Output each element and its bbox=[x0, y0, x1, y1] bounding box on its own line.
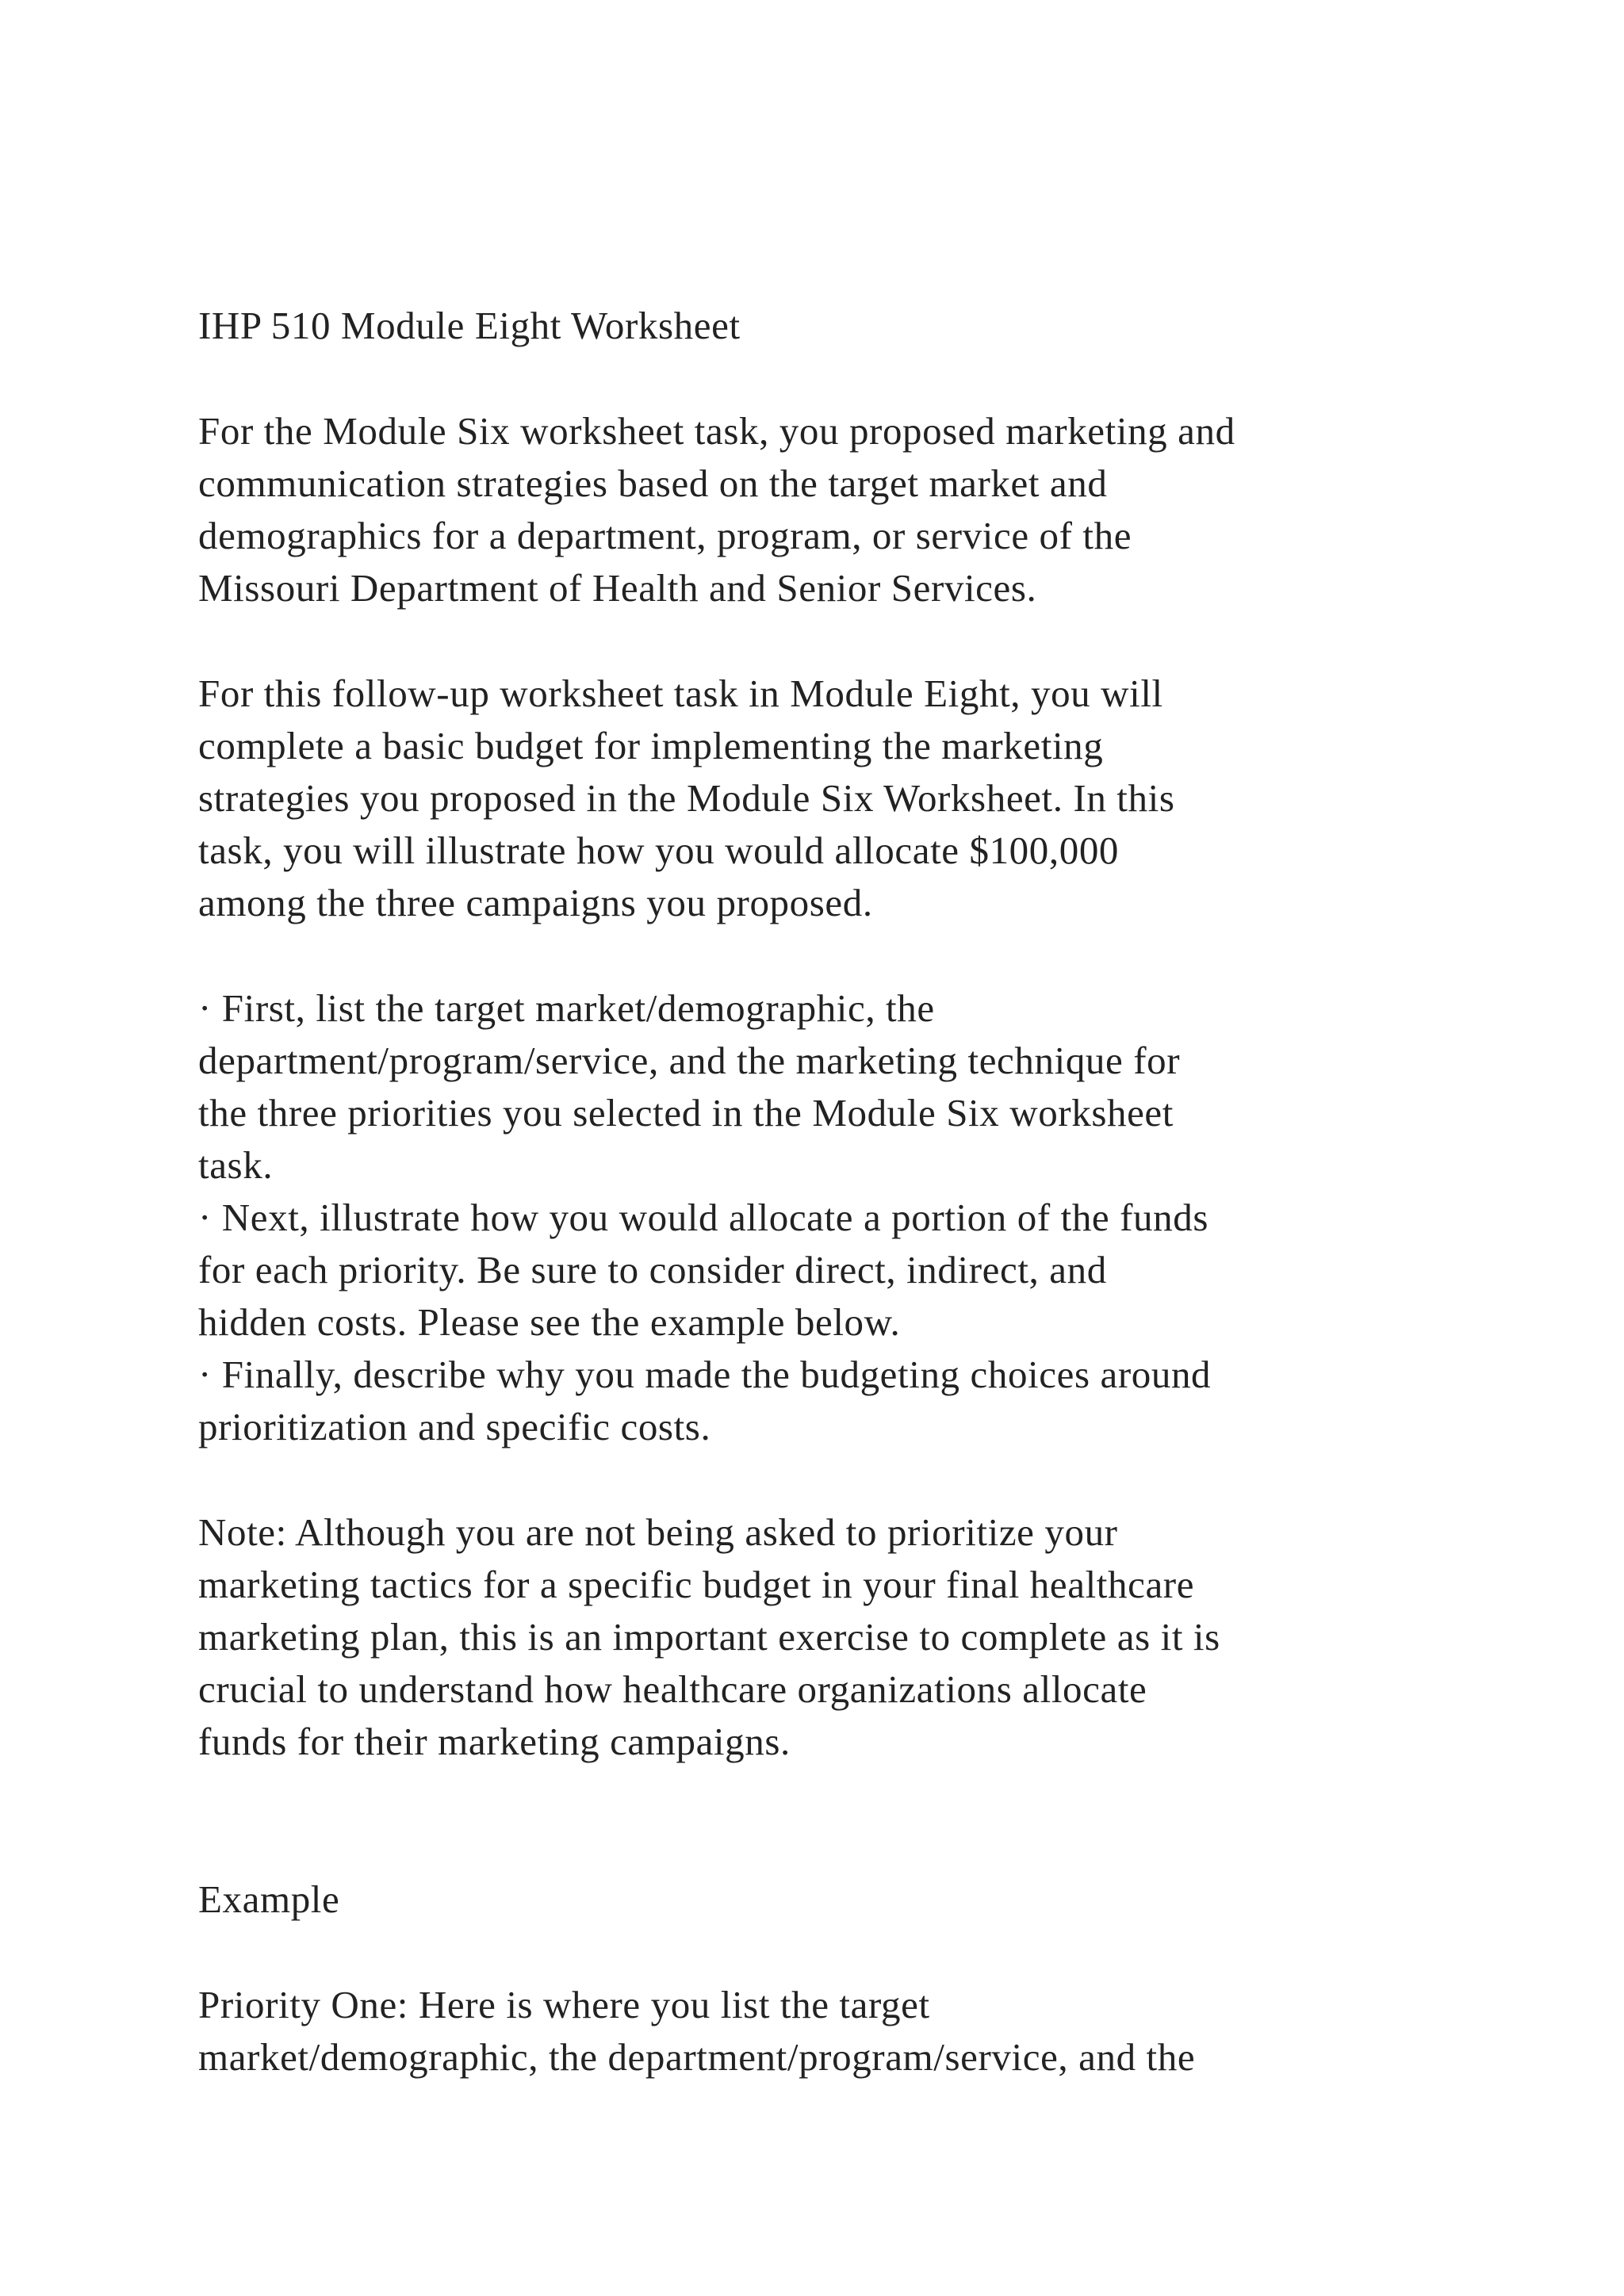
text-line: communication strategies based on the target market and bbox=[198, 461, 1108, 505]
text-line: For this follow-up worksheet task in Module Eight, you will bbox=[198, 672, 1163, 715]
document-title: IHP 510 Module Eight Worksheet bbox=[198, 304, 741, 347]
text-line: marketing plan, this is an important exercise to complete as it is bbox=[198, 1615, 1220, 1659]
text-line: marketing tactics for a specific budget in your final healthcare bbox=[198, 1563, 1195, 1606]
bullet-line: task. bbox=[198, 1143, 274, 1187]
text-line: Missouri Department of Health and Senior Services. bbox=[198, 566, 1037, 610]
text-line: Note: Although you are not being asked to prioritize your bbox=[198, 1510, 1118, 1554]
bullet-line: the three priorities you selected in the Module Six worksheet bbox=[198, 1091, 1174, 1135]
text-line: complete a basic budget for implementing the marketing bbox=[198, 724, 1104, 767]
bullet-line: · Next, illustrate how you would allocate a portion of the funds bbox=[198, 1196, 1208, 1239]
text-line: Priority One: Here is where you list the target bbox=[198, 1983, 930, 2026]
text-line: among the three campaigns you proposed. bbox=[198, 881, 873, 924]
bullet-line: department/program/service, and the marketing technique for bbox=[198, 1039, 1181, 1082]
text-line: market/demographic, the department/program/service, and the bbox=[198, 2035, 1196, 2079]
text-line: For the Module Six worksheet task, you proposed marketing and bbox=[198, 409, 1235, 453]
bullet-line: prioritization and specific costs. bbox=[198, 1405, 711, 1448]
example-heading: Example bbox=[198, 1877, 340, 1921]
text-line: task, you will illustrate how you would allocate $100,000 bbox=[198, 828, 1120, 872]
text-line: demographics for a department, program, or service of the bbox=[198, 514, 1132, 557]
bullet-line: for each priority. Be sure to consider direct, indirect, and bbox=[198, 1248, 1107, 1292]
text-line: crucial to understand how healthcare organizations allocate bbox=[198, 1667, 1147, 1711]
text-line: funds for their marketing campaigns. bbox=[198, 1720, 791, 1763]
bullet-line: · First, list the target market/demographic, the bbox=[198, 986, 935, 1030]
bullet-line: hidden costs. Please see the example below. bbox=[198, 1300, 901, 1344]
bullet-line: · Finally, describe why you made the budgeting choices around bbox=[198, 1353, 1212, 1396]
text-line: strategies you proposed in the Module Six Worksheet. In this bbox=[198, 776, 1175, 820]
